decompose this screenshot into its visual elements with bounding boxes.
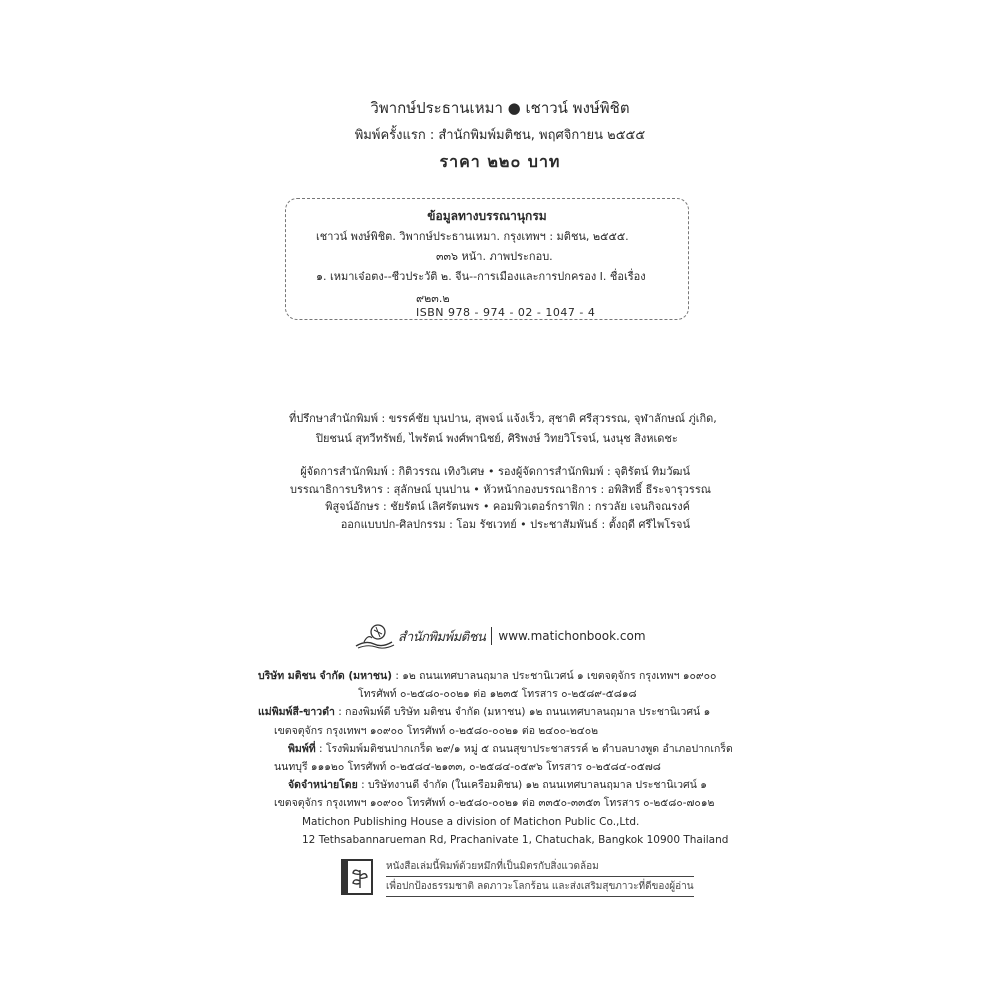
color-separation-line — [258, 703, 718, 721]
company-address: : ๑๒ ถนนเทศบาลนฤมาล ประชานิเวศน์ ๑ เขตจตุจักร กรุงเทพฯ ๑๐๙๐๐ — [392, 670, 717, 682]
cataloging-subjects: ๑. เหมาเจ๋อตง--ชีวประวัติ ๒. จีน--การเมืองและการปกครอง I. ชื่อเรื่อง — [316, 270, 646, 283]
printer-line — [258, 740, 733, 758]
publisher-logo-icon — [352, 620, 396, 652]
advisors-line: ที่ปรึกษาสำนักพิมพ์ : ขรรค์ชัย บุนปาน, สุพจน์ แจ้งเร็ว, สุชาติ ศรีสุวรรณ, จุฬาลักษณ์ ภู่เกิด, — [289, 412, 717, 425]
cataloging-pages: ๓๓๖ หน้า. ภาพประกอบ. — [436, 250, 553, 263]
website-url[interactable]: www.matichonbook.com — [498, 629, 646, 643]
eco-ink-notice — [340, 857, 694, 897]
color-separation-address: : กองพิมพ์ดี บริษัท มติชน จำกัด (มหาชน) ๑๒ ถนนเทศบาลนฤมาล ประชานิเวศน์ ๑ — [334, 706, 711, 719]
printer-address: : โรงพิมพ์มติชนปากเกร็ด ๒๙/๑ หมู่ ๕ ถนนสุขาประชาสรรค์ ๒ ตำบลบางพูด อำเภอปากเกร็ด — [315, 742, 733, 755]
credit-line: ผู้จัดการสำนักพิมพ์ : กิติวรรณ เทิงวิเศษ • รองผู้จัดการสำนักพิมพ์ : จุติรัตน์ ทิมวัฒน์ — [300, 465, 690, 478]
cataloging-data-box — [285, 198, 689, 320]
leaf-book-icon — [340, 858, 374, 896]
publisher-info — [258, 667, 733, 849]
company-phone: โทรศัพท์ ๐-๒๕๘๐-๐๐๒๑ ต่อ ๑๒๓๕ โทรสาร ๐-๒๕๘๙-๕๘๑๘ — [358, 688, 637, 701]
book-title-author: วิพากษ์ประธานเหมา ● เชาวน์ พงษ์พิชิต — [370, 99, 630, 117]
credit-line: พิสูจน์อักษร : ชัยรัตน์ เลิศรัตนพร • คอมพิวเตอร์กราฟิก : กรวลัย เจนกิจณรงค์ — [325, 500, 690, 514]
logo-divider — [491, 627, 492, 645]
price: ราคา ๒๒๐ บาท — [439, 152, 561, 171]
staff-credits — [290, 463, 711, 533]
english-publisher-line: Matichon Publishing House a division of Matichon Public Co.,Ltd. — [302, 815, 640, 828]
publisher-logo-text: สำนักพิมพ์มติชน — [398, 629, 486, 645]
color-separation-label: แม่พิมพ์สี-ขาวดำ — [258, 706, 335, 719]
eco-notice-text — [386, 857, 694, 897]
english-address-line: 12 Tethsabannarueman Rd, Prachanivate 1, Chatuchak, Bangkok 10900 Thailand — [302, 833, 729, 846]
color-separation-phone: เขตจตุจักร กรุงเทพฯ ๑๐๙๐๐ โทรศัพท์ ๐-๒๕๘๐-๐๐๒๑ ต่อ ๒๔๐๐-๒๔๐๒ — [274, 724, 599, 737]
eco-notice-line: หนังสือเล่มนี้พิมพ์ด้วยหมึกที่เป็นมิตรกับสิ่งแวดล้อม — [386, 857, 694, 877]
company-label: บริษัท มติชน จำกัด (มหาชน) — [258, 670, 393, 682]
cataloging-heading: ข้อมูลทางบรรณานุกรม — [427, 209, 547, 223]
distributor-line — [258, 776, 718, 794]
isbn: ISBN 978 - 974 - 02 - 1047 - 4 — [416, 306, 596, 319]
eco-notice-line: เพื่อปกป้องธรรมชาติ ลดภาวะโลกร้อน และส่งเสริมสุขภาวะที่ดีของผู้อ่าน — [386, 877, 694, 897]
cataloging-citation: เชาวน์ พงษ์พิชิต. วิพากษ์ประธานเหมา. กรุงเทพฯ : มติชน, ๒๕๕๕. — [316, 230, 629, 243]
company-line — [258, 667, 718, 685]
first-print-info: พิมพ์ครั้งแรก : สำนักพิมพ์มติชน, พฤศจิกายน ๒๕๕๕ — [354, 128, 646, 143]
distributor-address: : บริษัทงานดี จำกัด (ในเครือมติชน) ๑๒ ถนนเทศบาลนฤมาล ประชานิเวศน์ ๑ — [357, 779, 707, 792]
distributor-label: จัดจำหน่ายโดย — [288, 779, 358, 792]
distributor-phone: เขตจตุจักร กรุงเทพฯ ๑๐๙๐๐ โทรศัพท์ ๐-๒๕๘๐-๐๐๒๑ ต่อ ๓๓๕๐-๓๓๕๓ โทรสาร ๐-๒๕๘๐-๗๐๑๒ — [274, 797, 715, 810]
advisors-line-2: ปิยชนน์ สุทวีทรัพย์, ไพรัตน์ พงศ์พานิชย์, ศิริพงษ์ วิทยวิโรจน์, นงนุช สิงหเดชะ — [316, 432, 678, 445]
publisher-logo-row — [352, 619, 646, 653]
printer-phone: นนทบุรี ๑๑๑๒๐ โทรศัพท์ ๐-๒๕๘๔-๒๑๓๓, ๐-๒๕๘๔-๐๕๙๖ โทรสาร ๐-๒๕๘๔-๐๕๗๘ — [274, 761, 661, 774]
credit-line: บรรณาธิการบริหาร : สุลักษณ์ บุนปาน • หัวหน้ากองบรรณาธิการ : อพิสิทธิ์ ธีระจารุวรรณ — [290, 482, 711, 496]
cataloging-classification: ๙๒๓.๒ — [416, 292, 450, 305]
printer-label: พิมพ์ที่ — [288, 742, 316, 755]
credit-line: ออกแบบปก-ศิลปกรรม : โอม รัชเวทย์ • ประชาสัมพันธ์ : ตั้งฤดี ศรีไพโรจน์ — [340, 517, 690, 531]
